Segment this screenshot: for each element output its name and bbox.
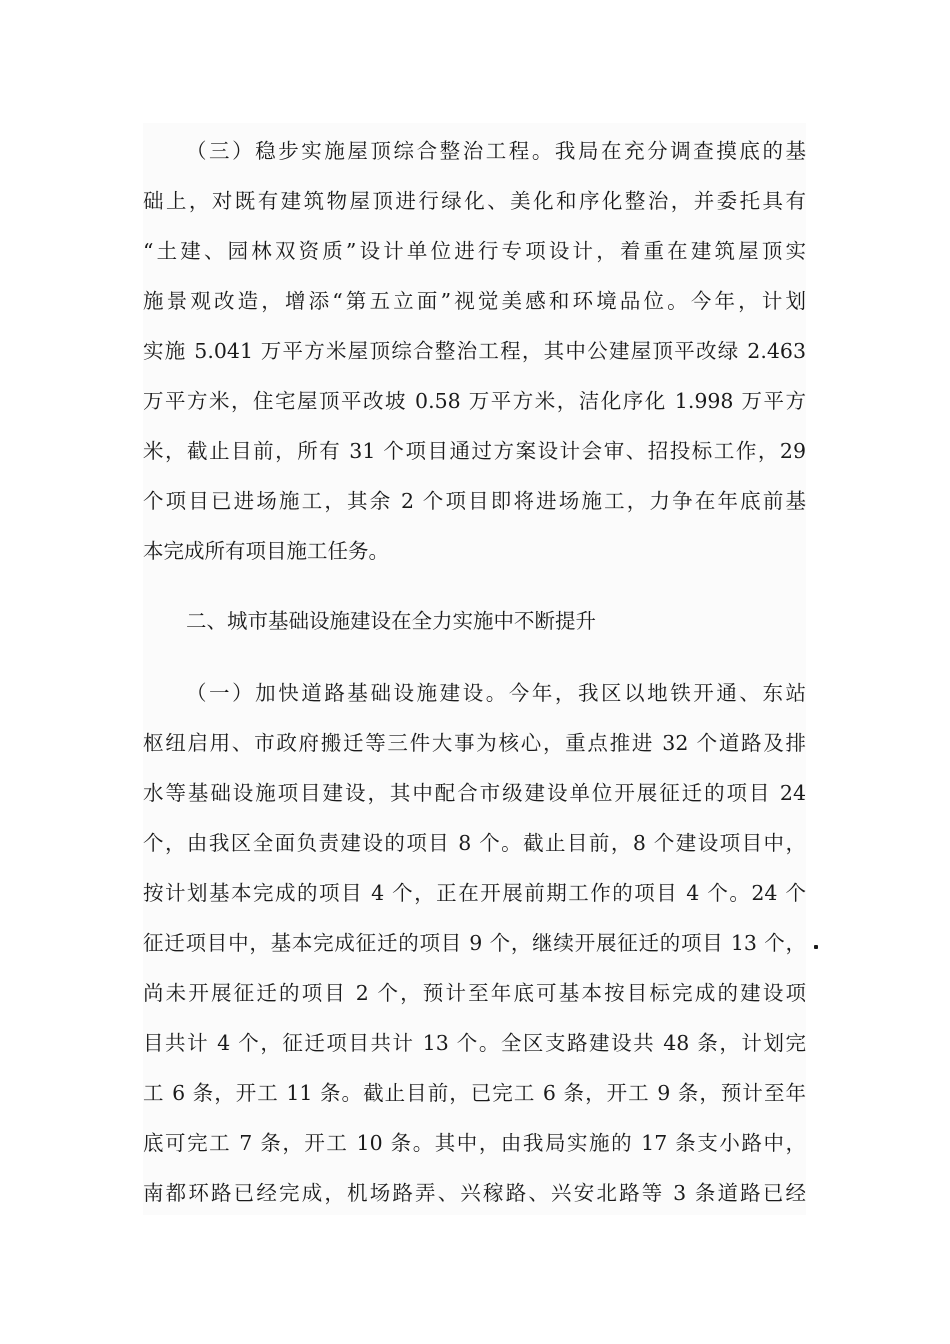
paragraph-line: 水等基础设施项目建设，其中配合市级建设单位开展征迁的项目 24: [143, 781, 806, 805]
paragraph-line: 本完成所有项目施工任务。: [143, 539, 389, 563]
paragraph-line: 枢纽启用、市政府搬迁等三件大事为核心，重点推进 32 个道路及排: [143, 731, 806, 755]
paragraph-line: （三）稳步实施屋顶综合整治工程。我局在充分调查摸底的基: [186, 139, 806, 163]
paragraph-line: 征迁项目中，基本完成征迁的项目 9 个，继续开展征迁的项目 13 个，: [143, 931, 806, 955]
paragraph-line: “土建、园林双资质”设计单位进行专项设计，着重在建筑屋顶实: [143, 239, 806, 263]
paragraph-line: 目共计 4 个，征迁项目共计 13 个。全区支路建设共 48 条，计划完: [143, 1031, 806, 1055]
paragraph-line: 个，由我区全面负责建设的项目 8 个。截止目前，8 个建设项目中，: [143, 831, 806, 855]
section-heading: 二、城市基础设施建设在全力实施中不断提升: [186, 609, 596, 633]
document-body: [143, 123, 806, 1215]
paragraph-line: 个项目已进场施工，其余 2 个项目即将进场施工，力争在年底前基: [143, 489, 806, 513]
paragraph-line: 施景观改造，增添“第五立面”视觉美感和环境品位。今年，计划: [143, 289, 806, 313]
stray-mark: [814, 945, 818, 949]
paragraph-line: 万平方米，住宅屋顶平改坡 0.58 万平方米，洁化序化 1.998 万平方: [143, 389, 806, 413]
paragraph-line: 础上，对既有建筑物屋顶进行绿化、美化和序化整治，并委托具有: [143, 189, 806, 213]
paragraph-line: 米，截止目前，所有 31 个项目通过方案设计会审、招投标工作，29: [143, 439, 806, 463]
paragraph-line: 尚未开展征迁的项目 2 个，预计至年底可基本按目标完成的建设项: [143, 981, 806, 1005]
paragraph-line: （一）加快道路基础设施建设。今年，我区以地铁开通、东站: [186, 681, 806, 705]
paragraph-line: 按计划基本完成的项目 4 个，正在开展前期工作的项目 4 个。24 个: [143, 881, 806, 905]
paragraph-line: 工 6 条，开工 11 条。截止目前，已完工 6 条，开工 9 条，预计至年: [143, 1081, 806, 1105]
paragraph-line: 实施 5.041 万平方米屋顶综合整治工程，其中公建屋顶平改绿 2.463: [143, 339, 806, 363]
paragraph-line: 底可完工 7 条，开工 10 条。其中，由我局实施的 17 条支小路中，: [143, 1131, 806, 1155]
paragraph-line: 南都环路已经完成，机场路弄、兴稼路、兴安北路等 3 条道路已经: [143, 1181, 806, 1205]
